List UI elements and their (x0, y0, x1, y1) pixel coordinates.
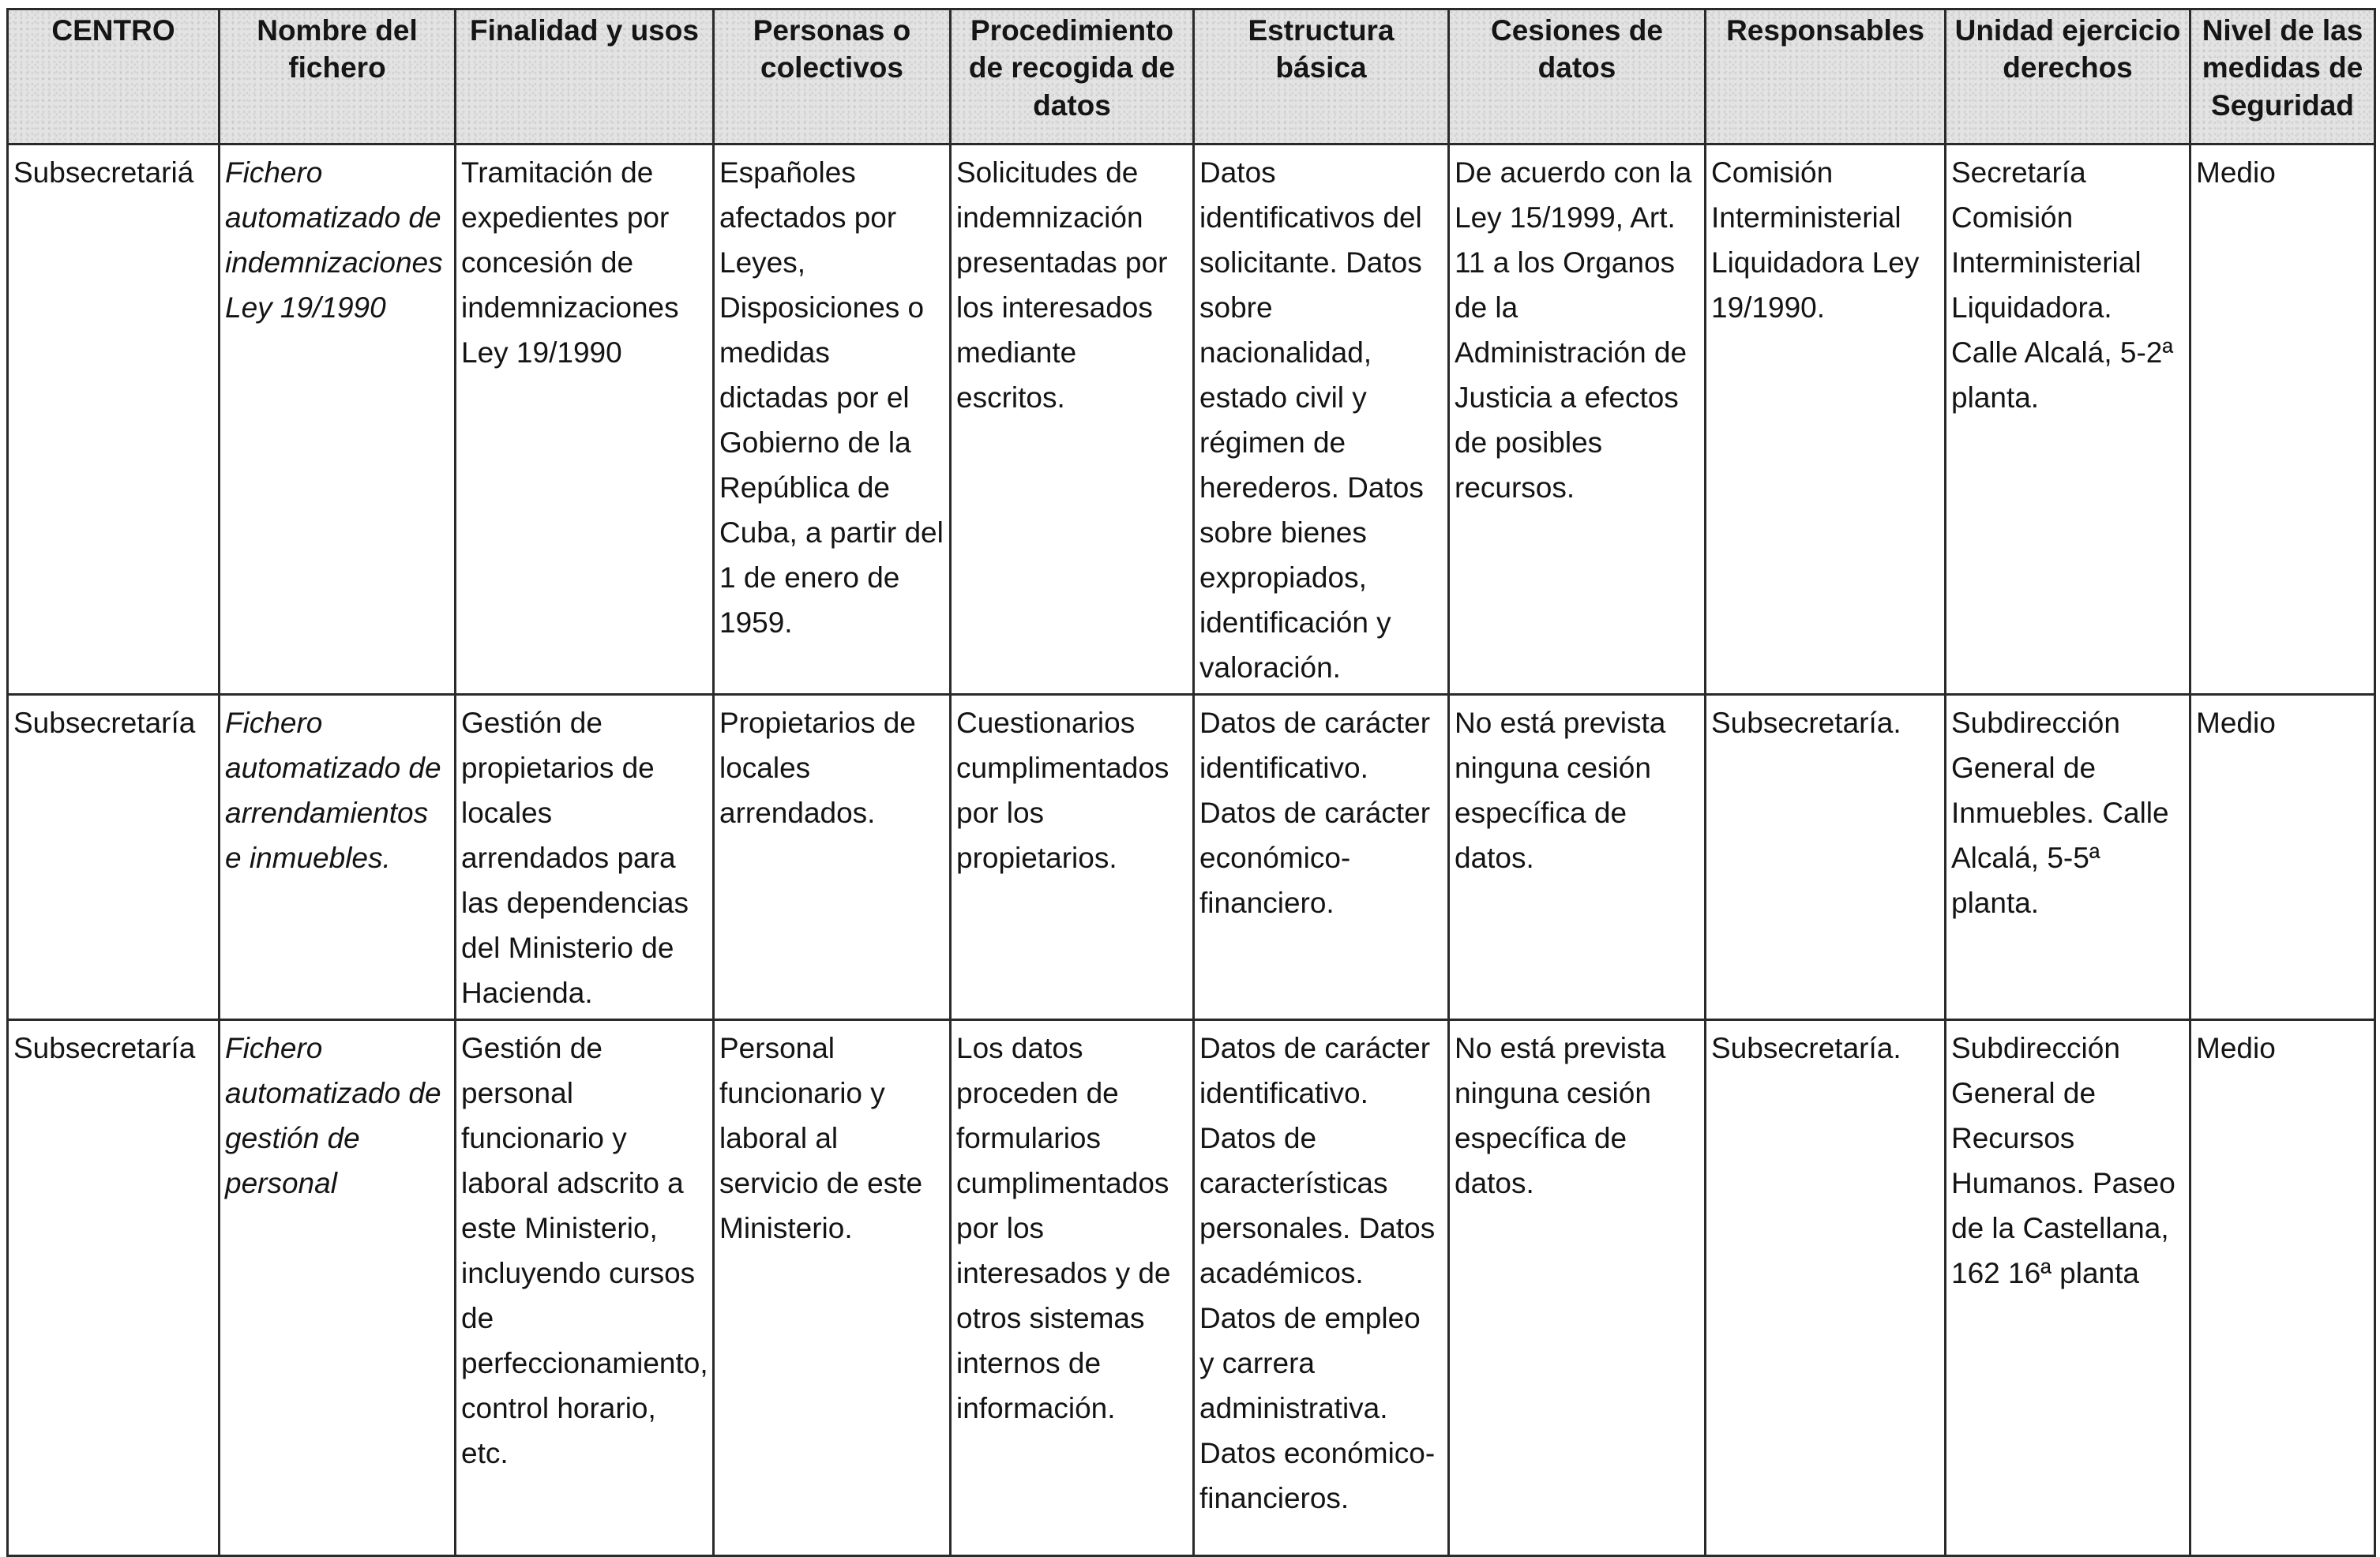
cell-centro: Subsecretaría (8, 695, 220, 1020)
cell-cesiones: No está prevista ninguna cesión específica de datos. (1449, 695, 1706, 1020)
column-header-finalidad: Finalidad y usos (456, 9, 714, 144)
cell-nivel-seguridad: Medio (2190, 695, 2375, 1020)
cell-responsables: Comisión Interministerial Liquidadora Ley 19/1990. (1706, 144, 1946, 695)
table-row (8, 144, 2375, 695)
cell-procedimiento: Los datos proceden de formularios cumplimentados por los interesados y de otros sistemas internos de información. (951, 1020, 1194, 1556)
cell-procedimiento: Solicitudes de indemnización presentadas por los interesados mediante escritos. (951, 144, 1194, 695)
cell-nivel-seguridad: Medio (2190, 1020, 2375, 1556)
cell-cesiones: No está prevista ninguna cesión específica de datos. (1449, 1020, 1706, 1556)
table-row (8, 695, 2375, 1020)
cell-unidad-derechos: Secretaría Comisión Interministerial Liquidadora. Calle Alcalá, 5-2ª planta. (1946, 144, 2190, 695)
cell-procedimiento: Cuestionarios cumplimentados por los propietarios. (951, 695, 1194, 1020)
column-header-nombre-fichero: Nombre del fichero (220, 9, 456, 144)
cell-nombre-fichero: Fichero automatizado de gestión de personal (220, 1020, 456, 1556)
column-header-cesiones: Cesiones de datos (1449, 9, 1706, 144)
cell-finalidad: Tramitación de expedientes por concesión de indemnizaciones Ley 19/1990 (456, 144, 714, 695)
column-header-nivel-seguridad: Nivel de las medidas de Seguridad (2190, 9, 2375, 144)
cell-estructura: Datos identificativos del solicitante. Datos sobre nacionalidad, estado civil y régimen de herederos. Datos sobre bienes expropiados, identificación y valoración. (1194, 144, 1449, 695)
cell-nombre-fichero: Fichero automatizado de arrendamientos e inmuebles. (220, 695, 456, 1020)
cell-nivel-seguridad: Medio (2190, 144, 2375, 695)
data-files-table (6, 8, 2376, 1557)
cell-finalidad: Gestión de personal funcionario y laboral adscrito a este Ministerio, incluyendo cursos de perfeccionamiento, control horario, etc. (456, 1020, 714, 1556)
column-header-unidad-derechos: Unidad ejercicio derechos (1946, 9, 2190, 144)
cell-personas: Propietarios de locales arrendados. (714, 695, 951, 1020)
cell-unidad-derechos: Subdirección General de Recursos Humanos. Paseo de la Castellana, 162 16ª planta (1946, 1020, 2190, 1556)
cell-centro: Subsecretariá (8, 144, 220, 695)
column-header-estructura: Estructura básica (1194, 9, 1449, 144)
cell-unidad-derechos: Subdirección General de Inmuebles. Calle Alcalá, 5-5ª planta. (1946, 695, 2190, 1020)
cell-personas: Personal funcionario y laboral al servicio de este Ministerio. (714, 1020, 951, 1556)
cell-centro: Subsecretaría (8, 1020, 220, 1556)
cell-responsables: Subsecretaría. (1706, 695, 1946, 1020)
cell-finalidad: Gestión de propietarios de locales arrendados para las dependencias del Ministerio de Hacienda. (456, 695, 714, 1020)
table-row (8, 1020, 2375, 1556)
column-header-responsables: Responsables (1706, 9, 1946, 144)
cell-responsables: Subsecretaría. (1706, 1020, 1946, 1556)
cell-personas: Españoles afectados por Leyes, Disposiciones o medidas dictadas por el Gobierno de la República de Cuba, a partir del 1 de enero de 1959. (714, 144, 951, 695)
cell-estructura: Datos de carácter identificativo. Datos de características personales. Datos académicos. Datos de empleo y carrera administrativa. Datos económico-financieros. (1194, 1020, 1449, 1556)
table-header-row (8, 9, 2375, 144)
cell-nombre-fichero: Fichero automatizado de indemnizaciones Ley 19/1990 (220, 144, 456, 695)
column-header-centro: CENTRO (8, 9, 220, 144)
column-header-personas: Personas o colectivos (714, 9, 951, 144)
column-header-procedimiento: Procedimiento de recogida de datos (951, 9, 1194, 144)
cell-estructura: Datos de carácter identificativo. Datos de carácter económico-financiero. (1194, 695, 1449, 1020)
cell-cesiones: De acuerdo con la Ley 15/1999, Art. 11 a los Organos de la Administración de Justicia a efectos de posibles recursos. (1449, 144, 1706, 695)
